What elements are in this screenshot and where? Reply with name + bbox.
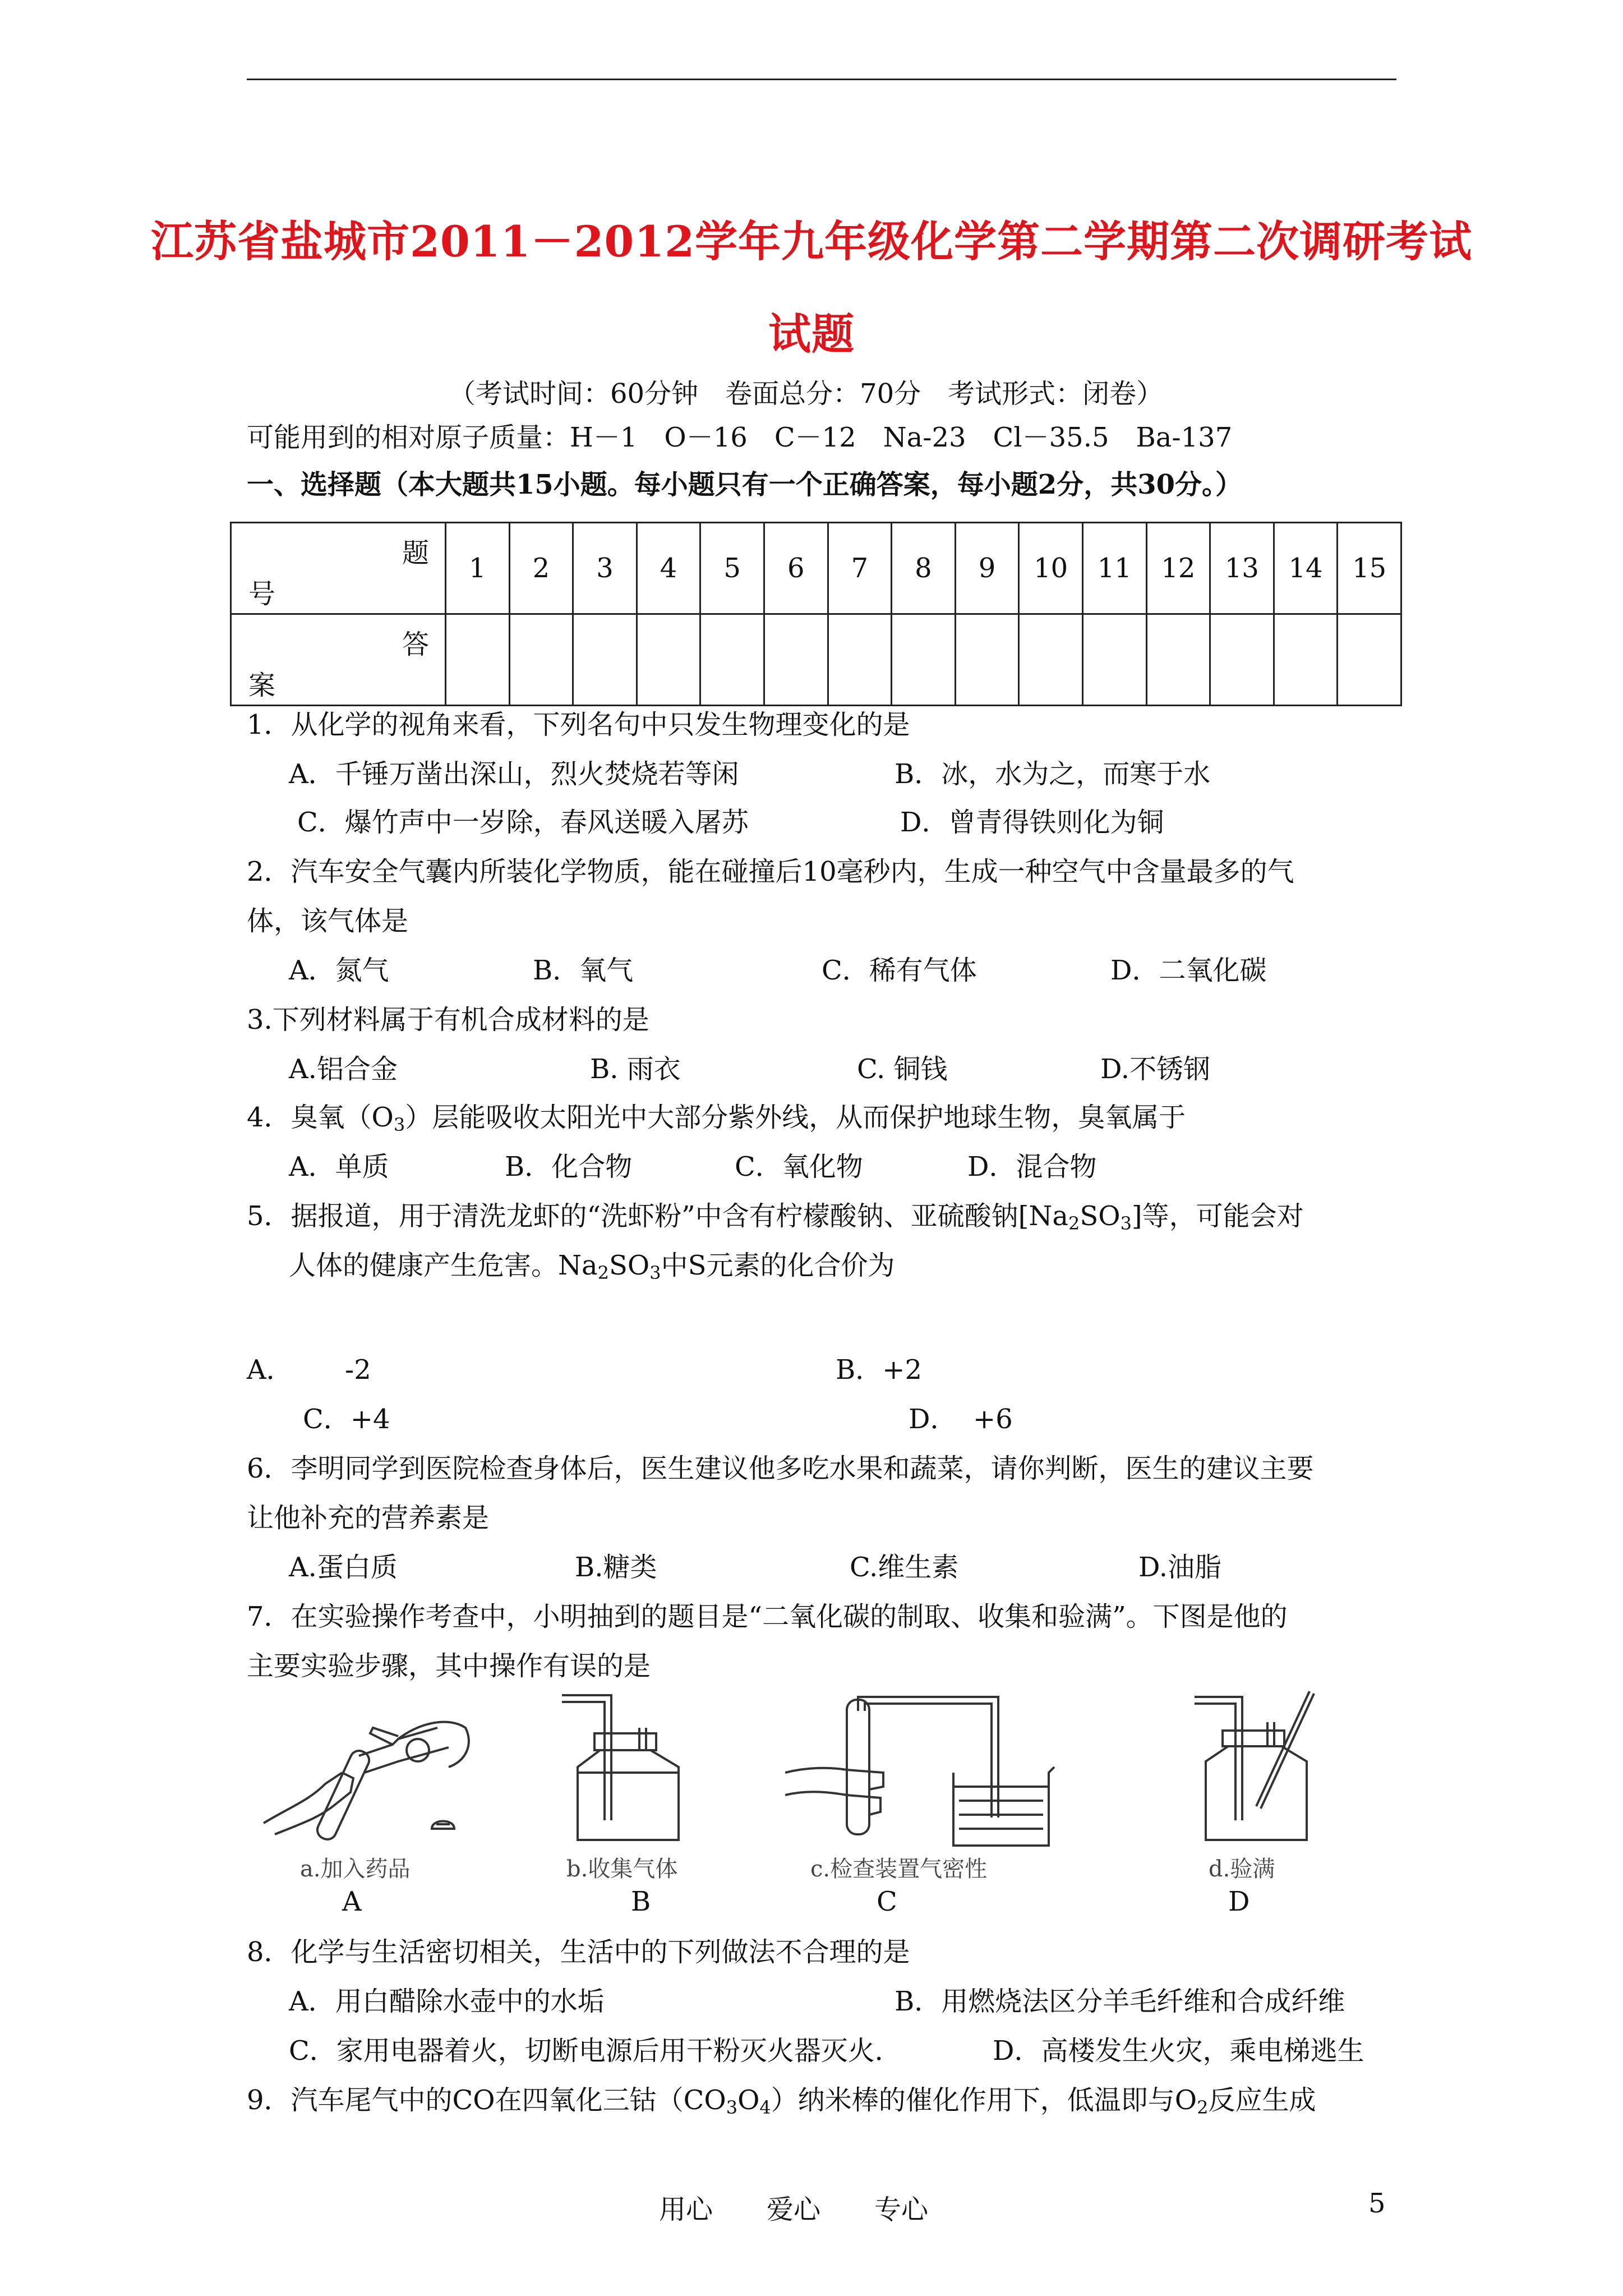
answer-cell[interactable] [764,614,828,706]
q8-stem: 8．化学与生活密切相关，生活中的下列做法不合理的是 [247,1936,910,1968]
q1-option-b: B．冰，水为之，而寒于水 [895,758,1211,790]
collect-gas-drawing [555,1688,701,1851]
check-full-drawing [1189,1688,1324,1851]
q3-option-d: D.不锈钢 [1100,1053,1211,1085]
q9-stem-pre: 9．汽车尾气中的CO在四氧化三钴（CO [247,2085,726,2116]
answer-cell[interactable] [1082,614,1146,706]
q5-option-c: C．+4 [303,1404,390,1435]
q5-option-d-letter: D． [909,1404,957,1435]
answer-table-number-row [231,523,1401,614]
q5-stem2-sub1: 2 [597,1262,609,1283]
q5-stem-line2 [289,1249,895,1282]
q4-option-d: D．混合物 [967,1151,1097,1182]
q6-option-d: D.油脂 [1138,1552,1222,1583]
q5-stem1-sub1: 2 [1068,1213,1080,1234]
figure-label-b: B [631,1886,651,1917]
answer-cell[interactable] [509,614,573,706]
exam-info: （考试时间：60分钟 卷面总分：70分 考试形式：闭卷） [449,378,1164,409]
q8-option-a: A．用白醋除水壶中的水垢 [289,1986,605,2017]
answer-cell[interactable] [1019,614,1083,706]
q6-option-c: C.维生素 [850,1552,959,1583]
q6-stem-line1: 6．李明同学到医院检查身体后，医生建议他多吃水果和蔬菜，请你判断，医生的建议主要 [247,1453,1314,1484]
answer-cell[interactable] [700,614,764,706]
question-number-cell: 9 [955,523,1019,614]
q5-stem1-pre: 5．据报道，用于清洗龙虾的“洗虾粉”中含有柠檬酸钠、亚硫酸钠[Na [247,1200,1068,1232]
number-row-header [231,523,446,614]
number-row-header-a: 题 [402,537,429,569]
q4-option-c: C．氧化物 [735,1151,863,1182]
section1-heading: 一、选择题（本大题共15小题。每小题只有一个正确答案，每小题2分，共30分。） [247,469,1242,500]
answer-cell[interactable] [1274,614,1338,706]
answer-cell[interactable] [892,614,956,706]
q2-option-b: B．氧气 [533,955,634,986]
answer-row-header-a: 答 [402,629,429,660]
q4-stem-pre: 4．臭氧（O [247,1102,394,1133]
answer-table-answer-row [231,614,1401,706]
q3-option-c: C. 铜钱 [857,1053,948,1085]
caption-check-airtightness: c.检查装置气密性 [810,1856,988,1882]
header-rule [247,79,1396,80]
answer-cell[interactable] [955,614,1019,706]
q1-option-d: D．曾青得铁则化为铜 [900,807,1164,838]
q2-option-d: D．二氧化碳 [1110,955,1267,986]
q9-stem-post: ）纳米棒的催化作用下，低温即与O [771,2085,1197,2116]
q2-option-a: A．氮气 [289,955,389,986]
figure-label-a: A [342,1886,362,1917]
answer-cell[interactable] [1338,614,1401,706]
caption-collect-gas: b.收集气体 [566,1856,678,1882]
q8-option-d: D．高楼发生火灾，乘电梯逃生 [993,2035,1364,2067]
q5-option-b: B．+2 [836,1354,923,1386]
figure-label-c: C [877,1886,897,1917]
question-number-cell: 11 [1082,523,1146,614]
q5-option-a-letter: A． [247,1354,293,1386]
q5-stem2-mid: SO [608,1250,650,1281]
figure-add-reagent [258,1694,482,1851]
question-number-cell: 12 [1146,523,1210,614]
figure-check-full [1189,1688,1324,1851]
question-number-cell: 10 [1019,523,1083,614]
q3-option-b: B. 雨衣 [590,1053,681,1085]
q5-stem2-sub2: 3 [649,1262,661,1283]
q9-stem-end: 反应生成 [1208,2085,1316,2116]
q6-stem-line2: 让他补充的营养素是 [247,1502,490,1534]
q9-stem-sub3: 2 [1197,2097,1209,2118]
answer-cell[interactable] [573,614,637,706]
q6-option-a: A.蛋白质 [289,1552,398,1583]
answer-cell[interactable] [637,614,700,706]
q5-stem1-post: ]等，可能会对 [1131,1200,1304,1232]
answer-cell[interactable] [446,614,510,706]
q2-stem-line1: 2．汽车安全气囊内所装化学物质，能在碰撞后10毫秒内，生成一种空气中含量最多的气 [247,856,1294,887]
question-number-cell: 13 [1210,523,1274,614]
question-number-cell: 8 [892,523,956,614]
question-number-cell: 1 [446,523,510,614]
q7-stem-line2: 主要实验步骤，其中操作有误的是 [247,1650,651,1682]
question-number-cell: 5 [700,523,764,614]
q9-stem [247,2083,1316,2117]
q5-stem1-mid: SO [1080,1200,1121,1232]
question-number-cell: 3 [573,523,637,614]
q7-stem-line1: 7．在实验操作考查中，小明抽到的题目是“二氧化碳的制取、收集和验满”。下图是他的 [247,1601,1288,1632]
question-number-cell: 4 [637,523,700,614]
caption-check-full: d.验满 [1209,1856,1275,1882]
page-number: 5 [1368,2188,1386,2219]
question-number-cell: 14 [1274,523,1338,614]
answer-row-header-b: 案 [248,670,276,701]
question-number-cell: 7 [828,523,892,614]
q2-stem-line2: 体，该气体是 [247,905,409,937]
q9-stem-sub1: 3 [726,2097,738,2118]
q6-option-b: B.糖类 [575,1552,657,1583]
q1-option-a: A．千锤万凿出深山，烈火焚烧若等闲 [289,758,739,790]
exam-title-line1: 江苏省盐城市2011－2012学年九年级化学第二学期第二次调研考试 [150,217,1473,266]
q5-stem1-sub2: 3 [1120,1213,1132,1234]
answer-row-header [231,614,446,706]
q8-option-c: C．家用电器着火，切断电源后用干粉灭火器灭火． [289,2035,902,2067]
check-airtightness-drawing [785,1688,1077,1851]
answer-cell[interactable] [1210,614,1274,706]
question-number-cell: 2 [509,523,573,614]
atomic-masses: 可能用到的相对原子质量：H－1 O－16 C－12 Na-23 Cl－35.5 Ba-137 [247,422,1233,453]
exam-title-line2: 试题 [768,309,855,359]
q5-stem2-pre: 人体的健康产生危害。Na [289,1250,598,1281]
q8-option-b: B．用燃烧法区分羊毛纤维和合成纤维 [895,1986,1345,2017]
question-number-cell: 15 [1338,523,1401,614]
answer-table [230,522,1402,706]
answer-cell[interactable] [828,614,892,706]
footer-motto: 用心 爱心 专心 [659,2194,929,2225]
q4-stem-post: ）层能吸收太阳光中大部分紫外线，从而保护地球生物，臭氧属于 [405,1102,1186,1133]
q4-option-a: A．单质 [289,1151,389,1182]
q9-stem-mid: O [737,2085,760,2116]
figure-check-airtightness [785,1688,1077,1851]
q4-stem-sub: 3 [393,1114,405,1135]
q5-option-d-value: +6 [973,1404,1013,1435]
q5-stem-line1 [247,1199,1304,1233]
q4-stem [247,1101,1186,1134]
figure-label-d: D [1228,1886,1250,1917]
caption-add-reagent: a.加入药品 [300,1856,411,1882]
q9-stem-sub2: 4 [759,2097,771,2118]
q3-option-a: A.铝合金 [289,1053,398,1085]
add-reagent-drawing [258,1694,482,1851]
q3-stem: 3.下列材料属于有机合成材料的是 [247,1004,649,1036]
number-row-header-b: 号 [248,578,276,610]
figure-collect-gas [555,1688,701,1851]
q1-option-c: C．爆竹声中一岁除，春风送暖入屠苏 [297,807,749,838]
q5-option-a-value: -2 [345,1354,371,1386]
q2-option-c: C．稀有气体 [822,955,977,986]
q1-stem: 1．从化学的视角来看，下列名句中只发生物理变化的是 [247,709,910,740]
question-number-cell: 6 [764,523,828,614]
q5-stem2-post: 中S元素的化合价为 [661,1250,895,1281]
q4-option-b: B．化合物 [505,1151,633,1182]
answer-cell[interactable] [1146,614,1210,706]
